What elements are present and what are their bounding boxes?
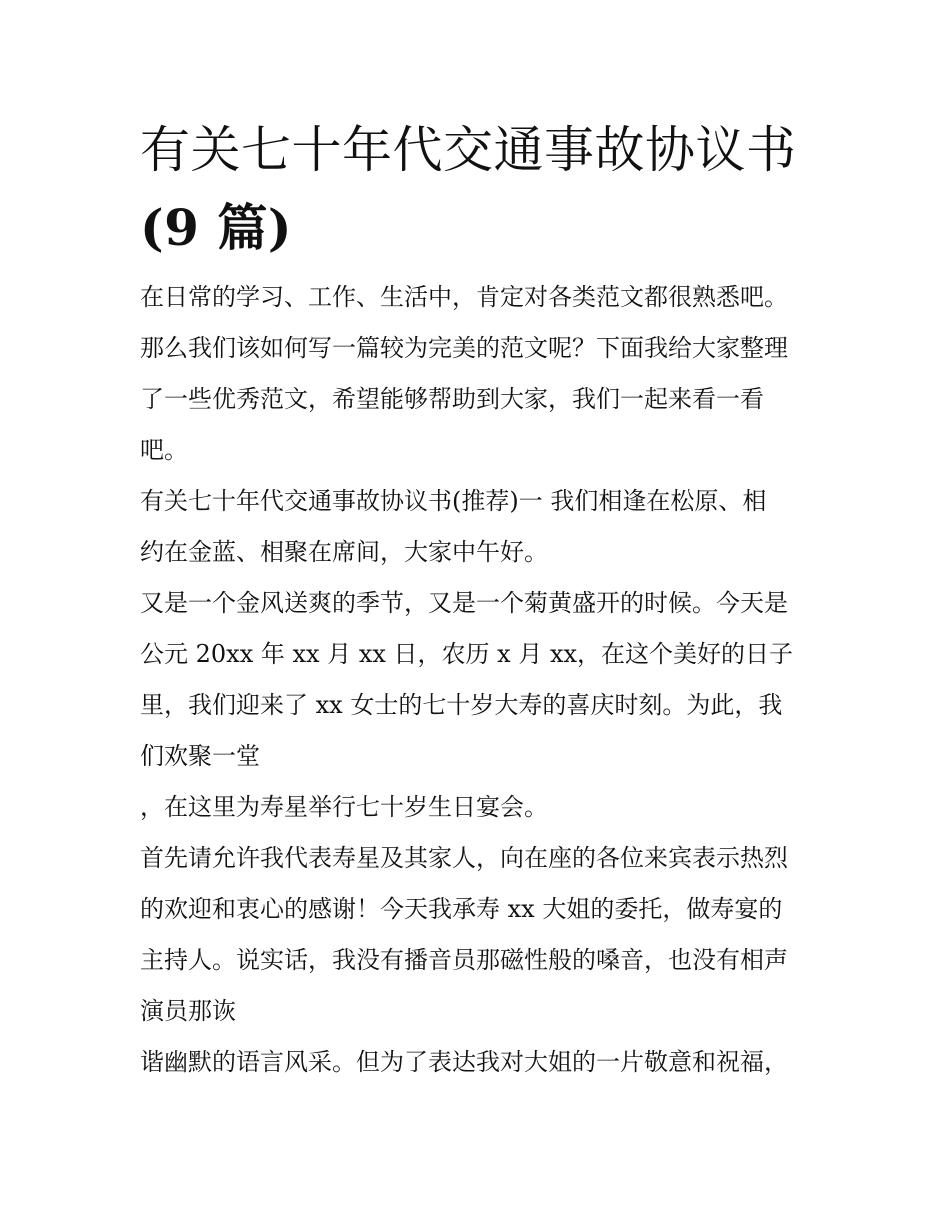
- body-line: 里，我们迎来了 xx 女士的七十岁大寿的喜庆时刻。为此，我: [140, 691, 783, 719]
- body-line: 有关七十年代交通事故协议书(推荐)一 我们相逢在松原、相: [140, 487, 767, 515]
- body-line: 的欢迎和衷心的感谢！今天我承寿 xx 大姐的委托，做寿宴的: [140, 895, 783, 923]
- document-body: [140, 272, 830, 1088]
- body-line: 那么我们该如何写一篇较为完美的范文呢？下面我给大家整理: [140, 334, 788, 362]
- body-line: 们欢聚一堂: [140, 742, 260, 770]
- body-line: 了一些优秀范文，希望能够帮助到大家，我们一起来看一看: [140, 385, 764, 413]
- body-line: 吧。: [140, 436, 188, 464]
- body-line: 首先请允许我代表寿星及其家人，向在座的各位来宾表示热烈: [140, 844, 788, 872]
- body-line: 在日常的学习、工作、生活中，肯定对各类范文都很熟悉吧。: [140, 283, 788, 311]
- body-line: ，在这里为寿星举行七十岁生日宴会。: [140, 793, 548, 821]
- body-line: 谐幽默的语言风采。但为了表达我对大姐的一片敬意和祝福，: [140, 1048, 788, 1076]
- body-line: 约在金蓝、相聚在席间，大家中午好。: [140, 538, 548, 566]
- body-line: 主持人。说实话，我没有播音员那磁性般的嗓音，也没有相声: [140, 946, 788, 974]
- title-line-2: (9 篇): [140, 198, 293, 257]
- body-line: 演员那诙: [140, 997, 236, 1025]
- title-line-1: 有关七十年代交通事故协议书: [140, 121, 797, 179]
- body-line: 公元 20xx 年 xx 月 xx 日，农历 x 月 xx，在这个美好的日子: [140, 640, 794, 668]
- document-title: [140, 112, 830, 267]
- body-line: 又是一个金风送爽的季节，又是一个菊黄盛开的时候。今天是: [140, 589, 788, 617]
